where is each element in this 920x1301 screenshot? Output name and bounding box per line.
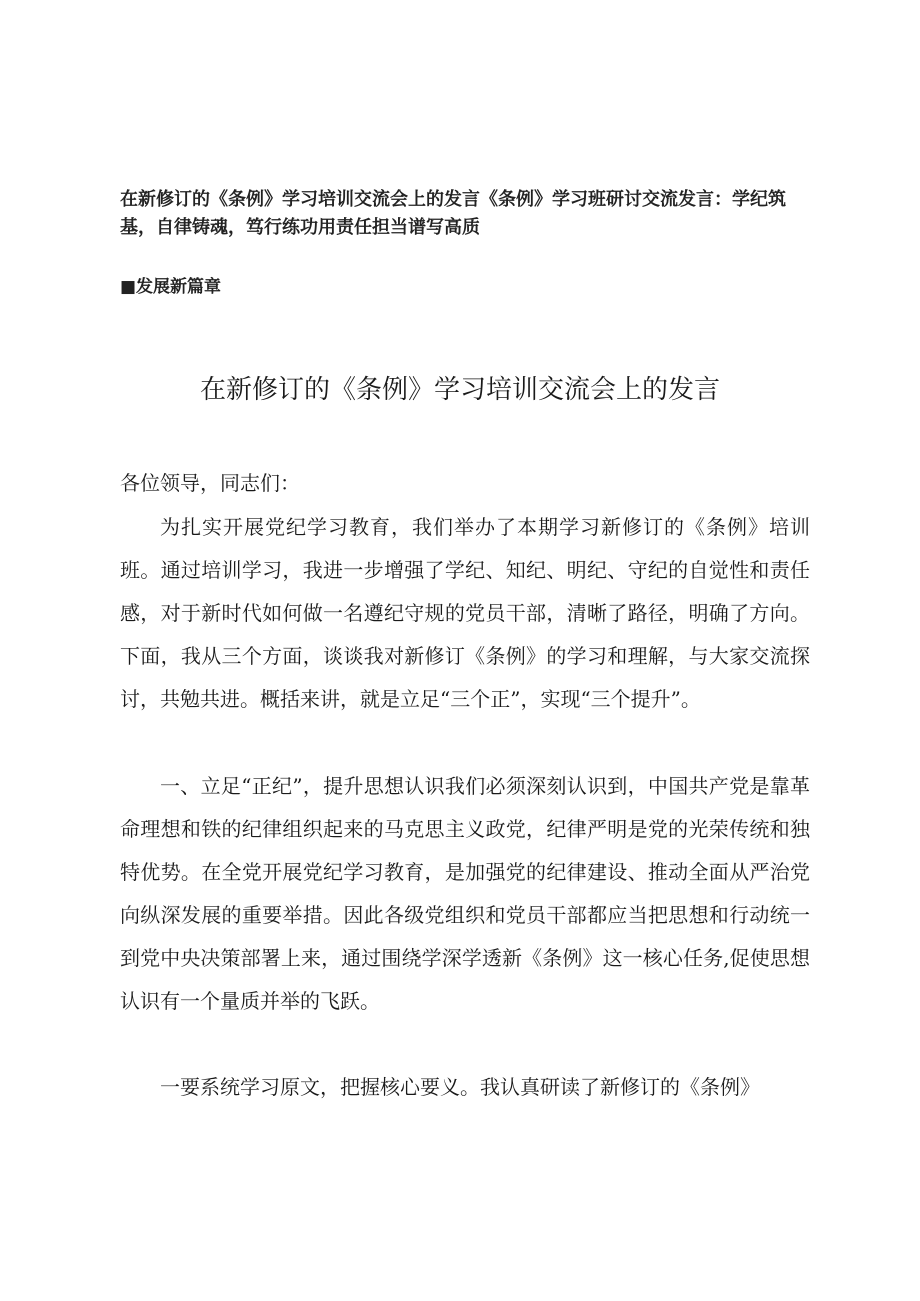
- header-subtitle: ■发展新篇章: [120, 277, 222, 297]
- salutation: 各位领导，同志们：: [120, 471, 300, 495]
- paragraph: 一、立足“正纪”，提升思想认识我们必须深刻认识到，中国共产党是靠革命理想和铁的纪律组织起来的马克思主义政党，纪律严明是党的光荣传统和独特优势。在全党开展党纪学习教育，是加强党的纪律建设、推动全面从严治党向纵深发展的重要举措。因此各级党组织和党员干部都应当把思想和行动统一到党中央决策部署上来，通过围绕学深学透新《条例》这一核心任务,促使思想认识有一个量质并举的飞跃。: [120, 774, 810, 1013]
- document-title: 在新修订的《条例》学习培训交流会上的发言: [199, 375, 720, 405]
- paragraph: 为扎实开展党纪学习教育，我们举办了本期学习新修订的《条例》培训班。通过培训学习，我进一步增强了学纪、知纪、明纪、守纪的自觉性和责任感，对于新时代如何做一名遵纪守规的党员干部，清晰了路径，明确了方向。下面，我从三个方面，谈谈我对新修订《条例》的学习和理解，与大家交流探讨，共勉共进。概括来讲，就是立足“三个正”，实现“三个提升”。: [120, 515, 810, 711]
- paragraph: 一要系统学习原文，把握核心要义。我认真研读了新修订的《条例》: [160, 1075, 760, 1099]
- header-title: 在新修订的《条例》学习培训交流会上的发言《条例》学习班研讨交流发言：学纪筑基，自律铸魂，笃行练功用责任担当谱写高质: [120, 189, 786, 238]
